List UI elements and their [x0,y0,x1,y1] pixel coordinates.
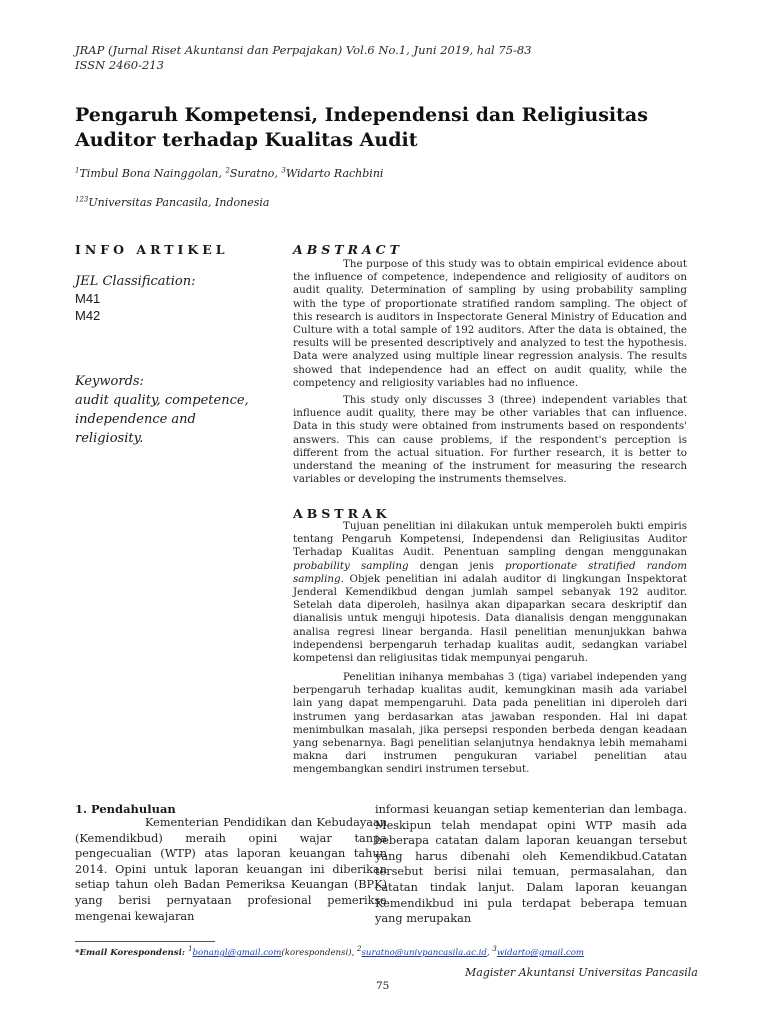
email-link-1[interactable]: bonangl@gmail.com [192,948,282,958]
author-sup-1: 1 [75,166,80,175]
affiliation-text: Universitas Pancasila, Indonesia [88,196,270,209]
jel-label: JEL Classification: [75,274,196,289]
abstract-paragraph-2: This study only discusses 3 (three) independent variables that influence audit quality, there may be other variables that can influence. Data in this study were obtained from instruments based on respondents' answers. This can cause problems, if the respondent's perception is different from the actual situation. For further research, it is better to understand the meaning of the instrument for measuring the research variables or developing the instruments themselves. [293,394,687,486]
affiliation-sup: 123 [75,195,89,204]
info-artikel-heading: INFO ARTIKEL [75,242,229,257]
page-number: 75 [376,980,390,992]
section-heading-pendahuluan: 1. Pendahuluan [75,802,176,816]
running-footer: Magister Akuntansi Universitas Pancasila [465,966,698,979]
author-1: Timbul Bona Nainggolan, [79,167,226,180]
author-3: Widarto Rachbini [285,167,384,180]
footnote-email [75,945,585,958]
footnote-sup-1: 1 [188,945,193,954]
author-2: Suratno, [229,167,282,180]
author-sup-3: 3 [281,166,286,175]
abstrak-heading: ABSTRAK [293,506,391,521]
paper-title: Pengaruh Kompetensi, Independensi dan Religiusitas Auditor terhadap Kualitas Audit [75,104,648,151]
abstract-heading: ABSTRACT [293,242,403,257]
email-link-3[interactable]: widarto@gmail.com [496,948,585,958]
intro-right-column: informasi keuangan setiap kementerian dan lembaga. Meskipun telah mendapat opini WTP masih ada beberapa catatan dalam laporan keuangan tersebut yang harus dibenahi oleh Kemendikbud.Catatan tersebut berisi nilai temuan, permasalahan, dan catatan tindak lanjut. Dalam laporan keuangan Kemendikbud ini pula terdapat beberapa temuan yang merupakan [375,803,687,926]
abstrak-text-b: dengan jenis [408,559,506,572]
affiliation [75,196,269,209]
author-list [75,167,383,180]
abstrak-term-1: probability sampling [293,559,409,572]
abstrak-text-a: Tujuan penelitian ini dilakukan untuk memperoleh bukti empiris tentang Pengaruh Kompetensi, Independensi dan Religiusitas Auditor Terhadap Kualitas Audit. Penentuan sampling dengan menggunakan [293,520,687,559]
footnote-sup-2: 2 [357,945,362,954]
email-link-2[interactable]: suratno@univpancasila.ac.id [361,948,487,958]
abstrak-paragraph-2: Penelitian inihanya membahas 3 (tiga) variabel independen yang berpengaruh terhadap kualitas audit, kemungkinan masih ada variabel lain yang dapat mempengaruhi. Data pada penelitian ini diperoleh dari instrumen yang berdasarkan atas jawaban responden. Hal ini dapat menimbulkan masalah, jika persepsi responden berbeda dengan keadaan yang sebenarnya. Bagi penelitian selanjutnya hendaknya lebih memahami makna dari instrumen pengukuran variabel penelitian atau mengembangkan sendiri instrumen tersebut. [293,671,687,776]
footnote-label: *Email Korespondensi: [75,948,189,958]
footnote-separator: , [486,948,493,958]
footnote-divider [75,941,215,942]
journal-name: JRAP (Jurnal Riset Akuntansi dan Perpajakan) Vol.6 No.1, Juni 2019, hal 75-83 [75,43,532,57]
issn: ISSN 2460-213 [75,58,164,72]
journal-citation [75,43,532,73]
abstract-paragraph-1: The purpose of this study was to obtain empirical evidence about the influence of competence, independence and religiosity of auditors on audit quality. Determination of sampling by using probability sampling with the type of proportionate stratified random sampling. The object of this research is auditors in Inspectorate General Ministry of Education and Culture with a total sample of 192 auditors. After the data is obtained, the results will be presented descriptively and analyzed to test the hypothesis. Data were analyzed using multiple linear regression analysis. The results showed that independence had an effect on audit quality, while the competency and religiosity variables had no influence. [293,258,687,389]
abstrak-text-c: . Objek penelitian ini adalah auditor di lingkungan Inspektorat Jenderal Kemendikbud dengan jumlah sampel sebanyak 192 auditor. Setelah data diperoleh, hasilnya akan dipaparkan secara deskriptif dan dianalisis untuk menguji hipotesis. Data dianalisis dengan menggunakan analisa regresi linear berganda. Hasil penelitian menunjukkan bahwa independensi berpengaruh terhadap kualitas audit, sedangkan variabel kompetensi dan religiusitas tidak mempunyai pengaruh. [293,572,687,665]
jel-code-1: M41 [75,291,101,306]
author-sup-2: 2 [225,166,230,175]
abstrak-paragraph-1 [293,520,687,665]
footnote-sup-3: 3 [492,945,497,954]
jel-code-2: M42 [75,308,101,323]
footnote-note: (korespondensi), [281,948,358,958]
keywords-text: audit quality, competence, independence and religiosity. [75,393,249,446]
intro-left-column: Kementerian Pendidikan dan Kebudayaan (Kemendikbud) meraih opini wajar tanpa pengecualian (WTP) atas laporan keuangan tahun 2014. Opini untuk laporan keuangan ini diberikan setiap tahun oleh Badan Pemeriksa Keuangan (BPK) yang berisi pernyataan profesional pemeriksa mengenai kewajaran [75,816,387,923]
abstrak-term-2: proportionate stratified random sampling [293,559,687,585]
keywords-label: Keywords: [75,374,144,389]
